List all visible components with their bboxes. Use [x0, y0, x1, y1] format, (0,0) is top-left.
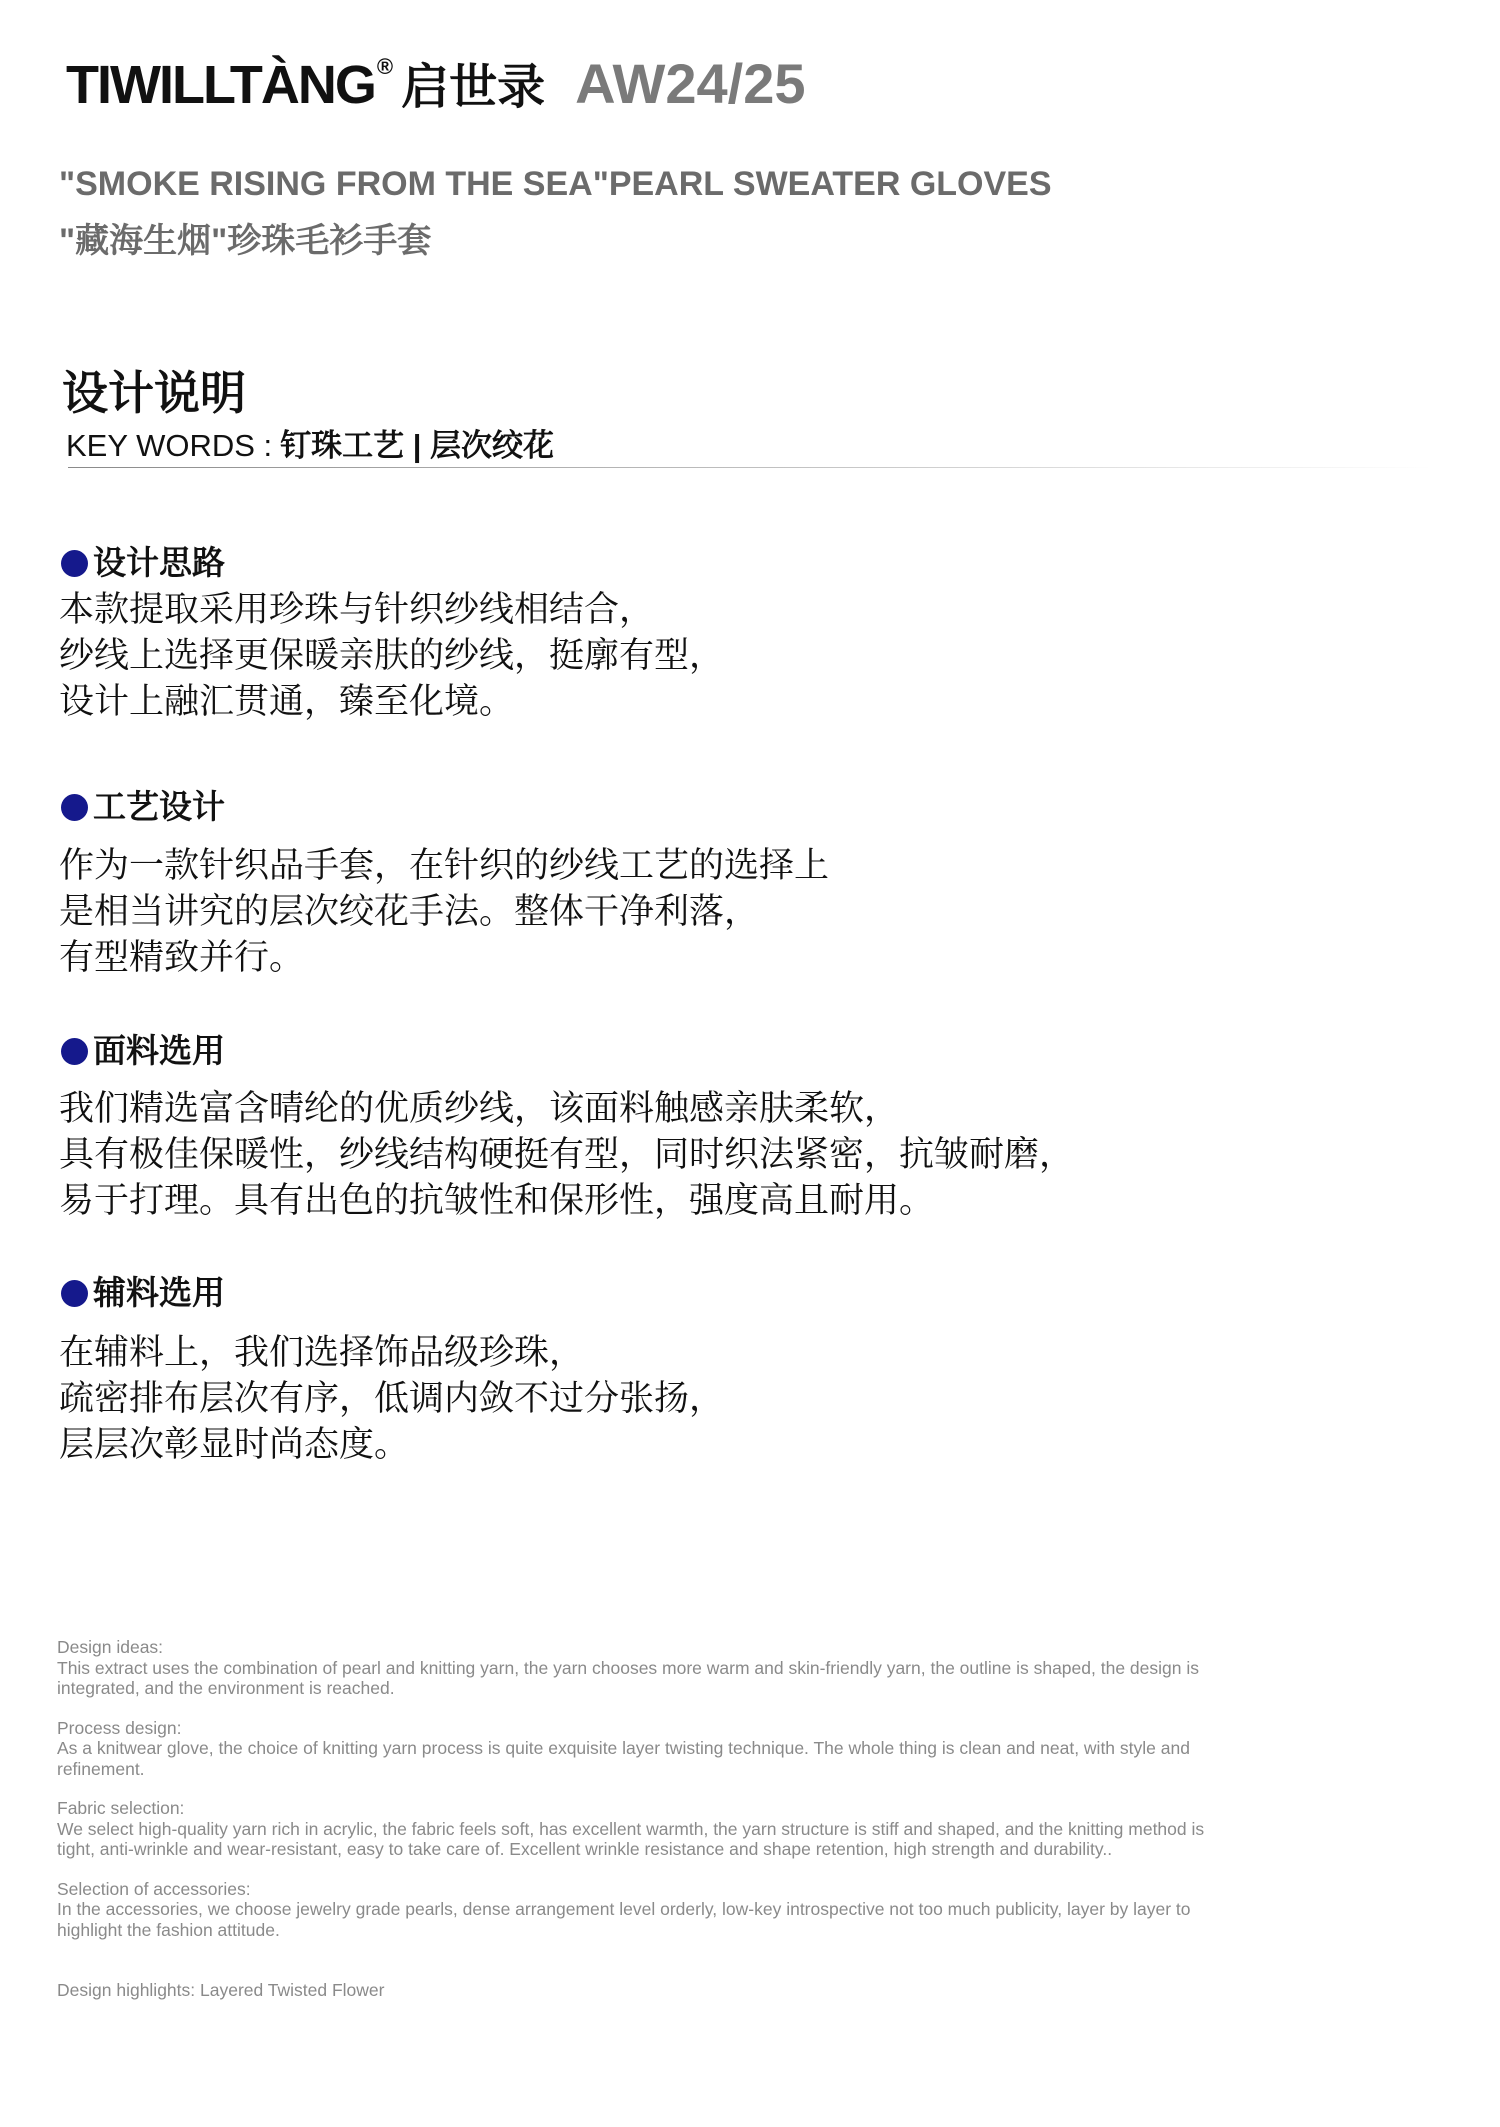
- body-line: 在辅料上，我们选择饰品级珍珠，: [59, 1333, 585, 1372]
- body-line: 设计上融汇贯通，臻至化境。: [59, 682, 515, 721]
- body-line: 疏密排布层次有序，低调内敛不过分张扬，: [59, 1379, 725, 1418]
- section-heading-fabric-selection: [61, 1029, 225, 1073]
- design-description-heading: 设计说明: [62, 367, 246, 419]
- bullet-icon: [61, 794, 88, 821]
- body-line: 纱线上选择更保暖亲肤的纱线，挺廓有型，: [59, 636, 725, 675]
- keywords-value: 钉珠工艺 | 层次绞花: [280, 428, 555, 463]
- section-title: 设计思路: [93, 544, 225, 581]
- header-logo-row: [66, 52, 806, 115]
- body-line: 我们精选富含晴纶的优质纱线，该面料触感亲肤柔软，: [59, 1089, 900, 1128]
- keywords-label: KEY WORDS :: [66, 428, 273, 463]
- bullet-icon: [61, 550, 88, 577]
- note-process-design: [57, 1718, 1204, 1780]
- section-title: 面料选用: [93, 1032, 225, 1069]
- note-line: integrated, and the environment is reached.: [57, 1678, 395, 1698]
- body-line: 本款提取采用珍珠与针织纱线相结合，: [59, 590, 655, 629]
- keywords-line: [66, 426, 554, 466]
- note-heading: Selection of accessories:: [57, 1878, 251, 1899]
- section-body-process-design: [59, 843, 829, 981]
- section-heading-accessories: [61, 1271, 225, 1315]
- note-accessories: [57, 1879, 1204, 1941]
- note-design-ideas: [57, 1637, 1204, 1699]
- english-notes: [57, 1637, 1204, 1959]
- section-body-design-idea: [59, 587, 724, 725]
- section-title: 辅料选用: [93, 1274, 225, 1311]
- note-line: As a knitwear glove, the choice of knitting yarn process is quite exquisite layer twisting technique. The whole thing is clean and neat, with style and: [57, 1738, 1190, 1758]
- product-title-cn: "藏海生烟"珍珠毛衫手套: [59, 222, 432, 260]
- season-label: AW24/25: [575, 52, 806, 115]
- body-line: 作为一款针织品手套，在针织的纱线工艺的选择上: [59, 846, 830, 885]
- note-heading: Process design:: [57, 1717, 182, 1738]
- note-line: tight, anti-wrinkle and wear-resistant, easy to take care of. Excellent wrinkle resistance and shape retention, high strength and durability..: [57, 1839, 1113, 1859]
- section-body-fabric-selection: [59, 1086, 1074, 1224]
- section-body-accessories: [59, 1330, 724, 1468]
- brand-name-cn: 启世录: [401, 61, 546, 114]
- body-line: 有型精致并行。: [59, 938, 305, 977]
- registered-mark: ®: [376, 54, 394, 79]
- design-highlights: Design highlights: Layered Twisted Flower: [57, 1980, 385, 2000]
- section-heading-process-design: [61, 785, 225, 829]
- note-heading: Design ideas:: [57, 1637, 164, 1657]
- bullet-icon: [61, 1280, 88, 1307]
- body-line: 易于打理。具有出色的抗皱性和保形性，强度高且耐用。: [59, 1181, 935, 1220]
- note-heading: Fabric selection:: [57, 1798, 185, 1818]
- brand-logo: TIWILLTÀNG: [66, 55, 375, 115]
- section-title: 工艺设计: [93, 788, 225, 825]
- body-line: 是相当讲究的层次绞花手法。整体干净利落，: [59, 892, 760, 931]
- note-line: In the accessories, we choose jewelry grade pearls, dense arrangement level orderly, low-key introspective not too much publicity, layer by layer to: [57, 1899, 1191, 1919]
- note-line: refinement.: [57, 1758, 145, 1779]
- note-fabric-selection: [57, 1798, 1204, 1860]
- product-title-en: "SMOKE RISING FROM THE SEA"PEARL SWEATER GLOVES: [59, 165, 1052, 203]
- heading-divider: [68, 467, 1432, 468]
- body-line: 具有极佳保暖性，纱线结构硬挺有型，同时织法紧密，抗皱耐磨，: [59, 1135, 1075, 1174]
- body-line: 层层次彰显时尚态度。: [59, 1425, 410, 1464]
- bullet-icon: [61, 1038, 88, 1065]
- note-line: This extract uses the combination of pearl and knitting yarn, the yarn chooses more warm and skin-friendly yarn, the outline is shaped, the design is: [57, 1657, 1199, 1678]
- note-line: highlight the fashion attitude.: [57, 1919, 280, 1940]
- section-heading-design-idea: [61, 541, 225, 585]
- note-line: We select high-quality yarn rich in acrylic, the fabric feels soft, has excellent warmth, the yarn structure is stiff and shaped, and the knitting method is: [57, 1818, 1205, 1839]
